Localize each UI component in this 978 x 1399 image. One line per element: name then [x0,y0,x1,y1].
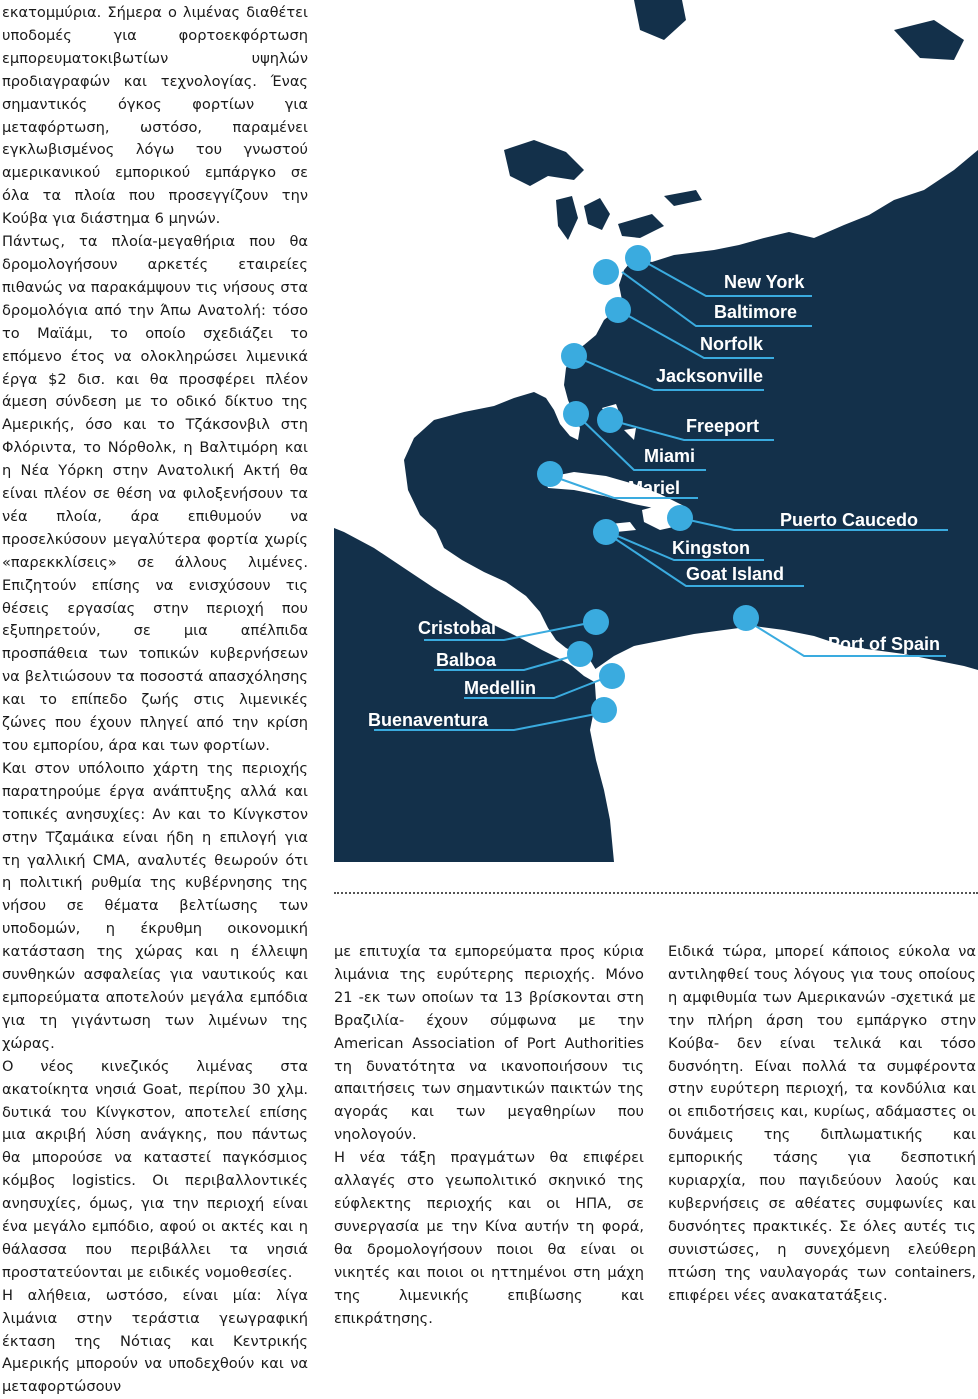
port-label-new-york: New York [724,272,805,292]
port-label-jacksonville: Jacksonville [656,366,764,386]
port-dot-kingston [593,519,619,545]
port-label-buenaventura: Buenaventura [368,710,489,730]
dotted-divider [334,892,978,894]
port-dot-buenaventura [591,697,617,723]
port-dot-puerto-caucedo [667,505,693,531]
port-label-norfolk: Norfolk [700,334,763,354]
port-dot-mariel [537,461,563,487]
port-label-kingston: Kingston [672,538,750,558]
port-label-baltimore: Baltimore [714,302,798,322]
port-dot-baltimore [593,259,619,285]
port-dot-freeport [597,407,623,433]
paragraph: με επιτυχία τα εμπορεύματα προς κύρια λιμάνια της ευρύτερης περιοχής. Μόνο 21 -εκ των οποίων τα 13 βρίσκονται στη Βραζιλία- έχουν σύμφωνα με την American Association of Port Authorities τη δυνατότητα να ικανοποιήσουν τις απαιτήσεις των σημαντικών παικτών της αγοράς και των μεγαθηρίων που νηολογούν. [334,943,644,1144]
paragraph: Η αλήθεια, ωστόσο, είναι μία: λίγα λιμάνια στην τεράστια γεωγραφική έκταση της Νότιας και Κεντρικής Αμερικής μπορούν να υποδεχθούν και να μεταφορτώσουν [2,1286,308,1396]
article-column-right [668,941,976,1308]
port-label-puerto-caucedo: Puerto Caucedo [780,510,919,530]
port-dot-new-york [625,245,651,271]
port-label-port-of-spain: Port of Spain [828,634,940,654]
port-label-freeport: Freeport [686,416,760,436]
paragraph: εκατομμύρια. Σήμερα ο λιμένας διαθέτει υποδομές για φορτοεκφόρτωση εμπορευματοκιβωτίων υψηλών προδιαγραφών και τεχνολογίας. Ένας σημαντικός όγκος φορτίων για μεταφόρτωση, ωστόσο, παραμένει εγκλωβισμένος λόγω του γνωστού αμερικανικού εμπορικού εμπάργκο σε όλα τα πλοία που προσεγγίζουν την Κούβα για διάστημα 6 μηνών. [2,4,308,228]
paragraph: Ο νέος κινεζικός λιμένας στα ακατοίκητα νησιά Goat, περίπου 30 χλμ. δυτικά του Κίνγκστον, αποτελεί επίσης μια ακριβή λύση ανάγκης, που πάντως θα μπορούσε να καταστεί παγκόσμιος κόμβος logistics. Οι περιβαλλοντικές ανησυχίες, όμως, για την περιοχή είναι ένα μεγάλο εμπόδιο, αφού οι ακτές και η θάλασσα που περιβάλλει τα νησιά προστατεύονται με ειδικές νομοθεσίες. [2,1057,308,1281]
article-column-middle [334,941,644,1330]
paragraph: Και στον υπόλοιπο χάρτη της περιοχής παρατηρούμε έργα ανάπτυξης αλλά και τοπικές ανησυχίες: Αν και το Κίνγκστον στην Τζαμάικα είναι ήδη η επιλογή για τη γαλλική CMA, αναλυτές θεωρούν ότι η πολιτική ρυθμία της κυβέρνησης της νήσου σε θέματα βελτίωσης των υποδομών, η έκρυθμη οικονομική κατάσταση της χώρας και η έλλειψη συνθηκών ασφαλείας για ναυτικούς και εμπορεύματα αποτελούν μεγάλα εμπόδια για τη γιγάντωση των λιμένων της χώρας. [2,759,308,1052]
port-dot-jacksonville [561,343,587,369]
port-label-miami: Miami [644,446,696,466]
paragraph: Ειδικά τώρα, μπορεί κάποιος εύκολα να αντιληφθεί τους λόγους για τους οποίους η αμφιθυμία των Αμερικανών -σχετικά με την πλήρη άρση του εμπάργκο στην Κούβα- δεν είναι τελικά και τόσο δυσνόητη. Είναι πολλά τα συμφέροντα στην ευρύτερη περιοχή, τα κονδύλια και οι επιδοτήσεις και, κυρίως, αδάμαστες οι δυνάμεις της διπλωματικής και εμπορικής τάσης για δεσποτική κυριαρχία, που παγιδεύουν λαούς και κυβερνήσεις σε αθέατες συμφωνίες και δυσνόητες πρακτικές. Σε όλες αυτές τις συνιστώσες, η συνεχόμενη ελεύθερη πτώση της ναυλαγοράς των containers, επιφέρει νέες ανακατατάξεις. [668,943,976,1304]
port-dot-miami [563,401,589,427]
port-dot-cristobal [583,609,609,635]
port-dot-medellin [599,663,625,689]
port-dot-balboa [567,641,593,667]
port-dot-norfolk [605,297,631,323]
port-dot-port-of-spain [733,605,759,631]
port-label-cristobal: Cristobal [418,618,497,638]
port-label-medellin: Medellin [464,678,537,698]
land-south-america [590,626,978,862]
caribbean-ports-map [334,0,978,862]
port-label-balboa: Balboa [436,650,497,670]
paragraph: Πάντως, τα πλοία-μεγαθήρια που θα δρομολογήσουν αρκετές εταιρείες πιθανώς να παρακάμψουν τις νήσους στα δρομολόγια από την Άπω Ανατολή: τόσο το Μαϊάμι, το οποίο σχεδιάζει το επόμενο έτος να ολοκληρώσει λιμενικά έργα $2 δισ. και θα προσφέρει πλέον άμεση σύνδεση με το οδικό δίκτυο της Αμερικής, όσο και το Τζάκσονβιλ στη Φλόριντα, το Νόρθολκ, η Βαλτιμόρη και η Νέα Υόρκη στην Ανατολική Ακτή θα είναι πλέον σε θέση να φιλοξενήσουν τα νέα πλοία, άρα επιθυμούν να προσελκύσουν μεγαλύτερα φορτία χωρίς «παρεκκλίσεις» σε άλλους λιμένες. Επιζητούν επίσης να ενισχύσουν τις θέσεις εργασίας στην περιοχή που εξυπηρετούν, σε μια απέλπιδα προσπάθεια των τοπικών κυβερνήσεων να βελτιώσουν τα ποσοστά απασχόλησης και το επίπεδο ζωής στις λιμενικές ζώνες που έχουν πληγεί από την κρίση του εμπορίου, άρα και των φορτίων. [2,233,308,754]
port-label-goat-island: Goat Island [686,564,785,584]
port-label-mariel: Mariel [628,478,681,498]
paragraph: Η νέα τάξη πραγμάτων θα επιφέρει αλλαγές στο γεωπολιτικό σκηνικό της εύφλεκτης περιοχής και οι ΗΠΑ, σε συνεργασία με την Κίνα αυτήν τη φορά, θα δρομολογήσουν ποιοι θα είναι οι νικητές και ποιοι οι ηττημένοι στη μάχη της λιμενικής επιβίωσης και επικράτησης. [334,1149,644,1327]
article-column-left [2,2,308,1399]
